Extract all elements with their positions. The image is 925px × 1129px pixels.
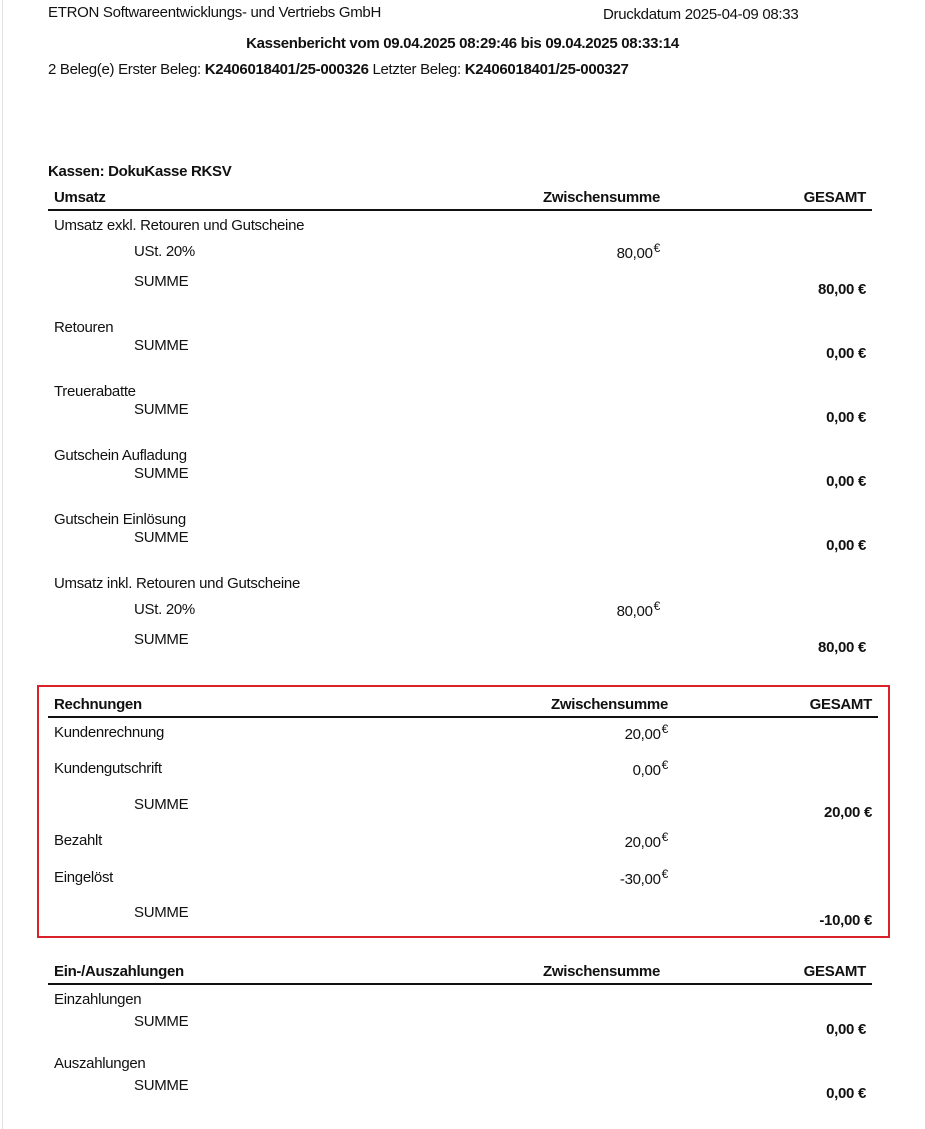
invoice-row [48,754,878,790]
sum-total: 20,00 € [824,804,872,821]
sum-total: 0,00 € [826,537,866,554]
group-label: Umsatz inkl. Retouren und Gutscheine [54,575,300,592]
group-label: Gutschein Einlösung [54,511,186,528]
col-total: GESAMT [809,696,872,713]
group-label: Gutschein Aufladung [54,447,187,464]
line-row [48,593,872,631]
company-name: ETRON Softwareentwicklungs- und Vertriebs GmbH [48,4,381,21]
zahlungen-body [48,985,872,1113]
belege-prefix: 2 Beleg(e) Erster Beleg: [48,61,205,78]
umsatz-title: Umsatz [54,189,106,206]
subtotal-value: 80,00€ [616,241,660,262]
sum-label: SUMME [134,796,189,813]
zahlungen-title: Ein-/Auszahlungen [54,963,184,980]
group-label: Auszahlungen [54,1055,146,1072]
page-edge [2,0,3,1129]
zahlungen-header [48,961,872,985]
col-subtotal: Zwischensumme [551,696,668,713]
group-row [48,505,872,529]
subtotal-value: -30,00€ [619,867,668,888]
subtotal-value: 20,00€ [624,830,668,851]
payment-label: Eingelöst [54,869,114,886]
sum-total: 0,00 € [826,409,866,426]
subtotal-value: 0,00€ [632,758,668,779]
umsatz-body [48,211,872,671]
kassen-label: Kassen: DokuKasse RKSV [48,163,232,180]
subtotal-value: 20,00€ [624,722,668,743]
last-beleg-label: Letzter Beleg: [368,61,465,78]
line-label: USt. 20% [134,243,195,260]
sum-label: SUMME [134,631,189,648]
sum-label: SUMME [134,904,189,921]
payment-row [48,826,878,863]
group-row [48,313,872,337]
subtotal-value: 80,00€ [616,599,660,620]
group-row [48,441,872,465]
sum-row [48,900,878,936]
invoice-label: Kundengutschrift [54,760,162,777]
sum-row [48,790,878,826]
sum-row [48,631,872,671]
col-subtotal: Zwischensumme [543,189,660,206]
sum-row [48,337,872,377]
currency-sign: € [661,758,668,772]
rechnungen-section [48,694,878,936]
sum-total: -10,00 € [819,912,872,929]
print-date: Druckdatum 2025-04-09 08:33 [603,6,799,23]
sum-total: 0,00 € [826,345,866,362]
rechnungen-header [48,694,878,718]
sum-row [48,401,872,441]
sum-row [48,1009,872,1049]
line-label: USt. 20% [134,601,195,618]
sum-row [48,273,872,313]
sum-label: SUMME [134,273,189,290]
sum-total: 0,00 € [826,473,866,490]
rechnungen-title: Rechnungen [54,696,142,713]
col-subtotal: Zwischensumme [543,963,660,980]
line-row [48,235,872,273]
sum-row [48,529,872,569]
group-row [48,985,872,1009]
invoice-label: Kundenrechnung [54,724,165,741]
sum-row [48,1073,872,1113]
rechnungen-body [48,718,878,936]
col-total: GESAMT [803,963,866,980]
currency-sign: € [661,722,668,736]
group-label: Einzahlungen [54,991,142,1008]
group-label: Retouren [54,319,114,336]
currency-sign: € [653,241,660,255]
sum-total: 80,00 € [818,639,866,656]
umsatz-section [48,187,872,671]
sum-label: SUMME [134,529,189,546]
sum-total: 80,00 € [818,281,866,298]
sum-label: SUMME [134,1013,189,1030]
invoice-row [48,718,878,754]
first-beleg: K2406018401/25-000326 [204,61,369,78]
sum-row [48,465,872,505]
currency-sign: € [653,599,660,613]
sum-total: 0,00 € [826,1021,866,1038]
sum-label: SUMME [134,337,189,354]
group-row [48,377,872,401]
sum-total: 0,00 € [826,1085,866,1102]
payment-label: Bezahlt [54,832,102,849]
group-row [48,211,872,235]
payment-row [48,863,878,900]
sum-label: SUMME [134,401,189,418]
group-label: Treuerabatte [54,383,136,400]
last-beleg: K2406018401/25-000327 [464,61,629,78]
group-row [48,569,872,593]
currency-sign: € [661,830,668,844]
umsatz-header [48,187,872,211]
zahlungen-section [48,961,872,1113]
col-total: GESAMT [803,189,866,206]
report-title: Kassenbericht vom 09.04.2025 08:29:46 bis 09.04.2025 08:33:14 [246,35,679,52]
currency-sign: € [661,867,668,881]
group-label: Umsatz exkl. Retouren und Gutscheine [54,217,305,234]
sum-label: SUMME [134,465,189,482]
belege-info [48,61,629,78]
sum-label: SUMME [134,1077,189,1094]
group-row [48,1049,872,1073]
